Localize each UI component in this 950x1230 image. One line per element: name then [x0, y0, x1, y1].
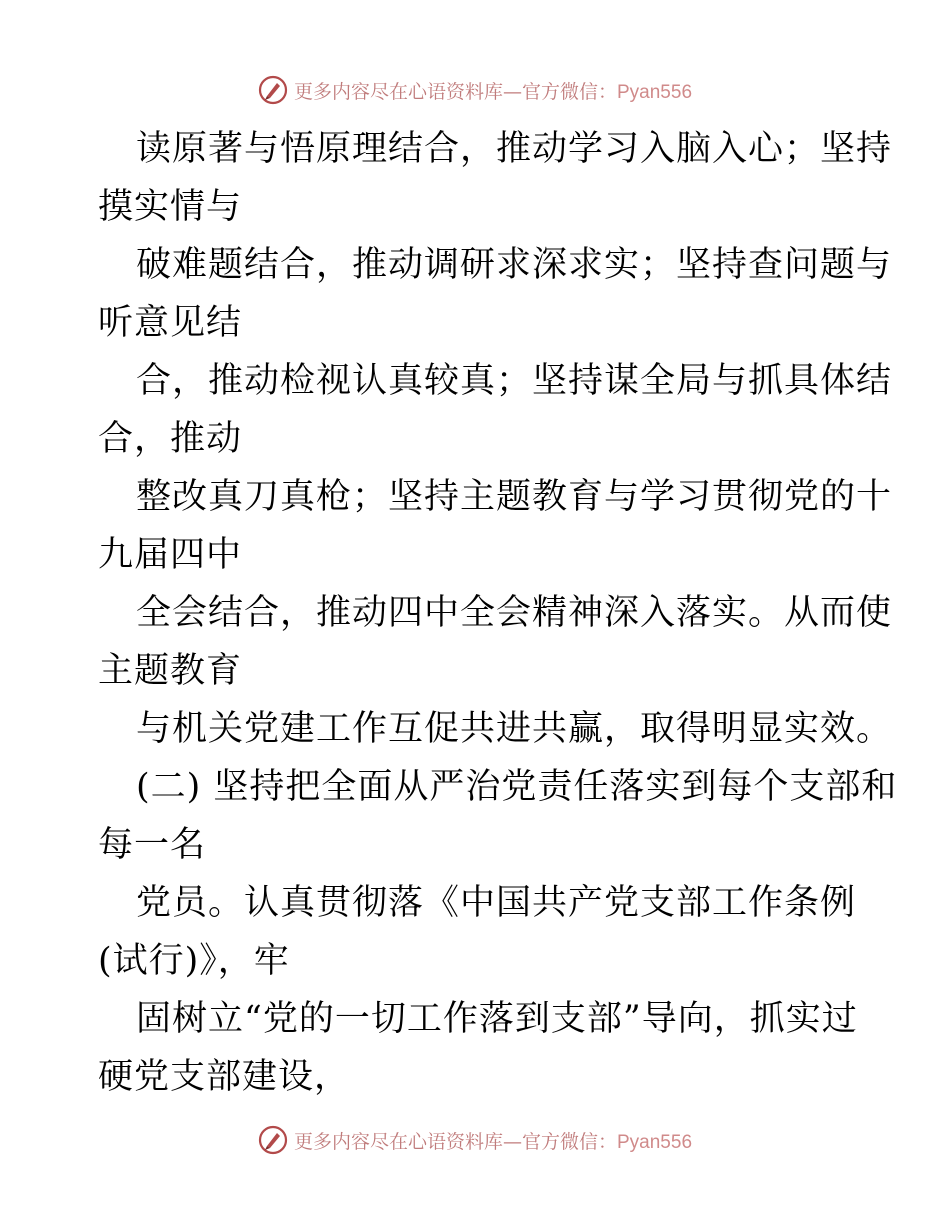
body-line: 硬党支部建设， — [98, 1057, 351, 1097]
document-body — [98, 120, 898, 1106]
watermark-text: 更多内容尽在心语资料库—官方微信：Pyan556 — [293, 1130, 693, 1153]
footer-watermark — [0, 1120, 950, 1160]
body-line: 每一名 — [98, 825, 207, 865]
body-line: 与机关党建工作互促共进共赢，取得明显实效。 — [136, 709, 893, 749]
body-line: 合，推动检视认真较真；坚持谋全局与抓具体结 — [136, 361, 893, 401]
pen-logo-icon — [258, 75, 288, 105]
watermark-text: 更多内容尽在心语资料库—官方微信：Pyan556 — [293, 80, 693, 103]
body-line: 党员。认真贯彻落《中国共产党支部工作条例 — [136, 883, 857, 923]
body-line: (试行)》，牢 — [98, 941, 290, 981]
body-line: 破难题结合，推动调研求深求实；坚持查问题与 — [136, 245, 893, 285]
body-line: 固树立“党的一切工作落到支部”导向，抓实过 — [136, 999, 858, 1039]
watermark-wechat-id: Pyan556 — [617, 81, 693, 103]
header-watermark — [0, 70, 950, 110]
body-line: 读原著与悟原理结合，推动学习入脑入心；坚持 — [136, 129, 893, 169]
pen-logo-icon — [258, 1125, 288, 1155]
body-line: (二) 坚持把全面从严治党责任落实到每个支部和 — [136, 767, 898, 807]
body-line: 听意见结 — [98, 303, 243, 343]
body-line: 全会结合，推动四中全会精神深入落实。从而使 — [136, 593, 893, 633]
watermark-wechat-id: Pyan556 — [617, 1131, 693, 1153]
body-line: 主题教育 — [98, 651, 243, 691]
body-line: 摸实情与 — [98, 187, 243, 227]
body-line: 整改真刀真枪；坚持主题教育与学习贯彻党的十 — [136, 477, 893, 517]
body-line: 九届四中 — [98, 535, 243, 575]
body-line: 合，推动 — [98, 419, 243, 459]
